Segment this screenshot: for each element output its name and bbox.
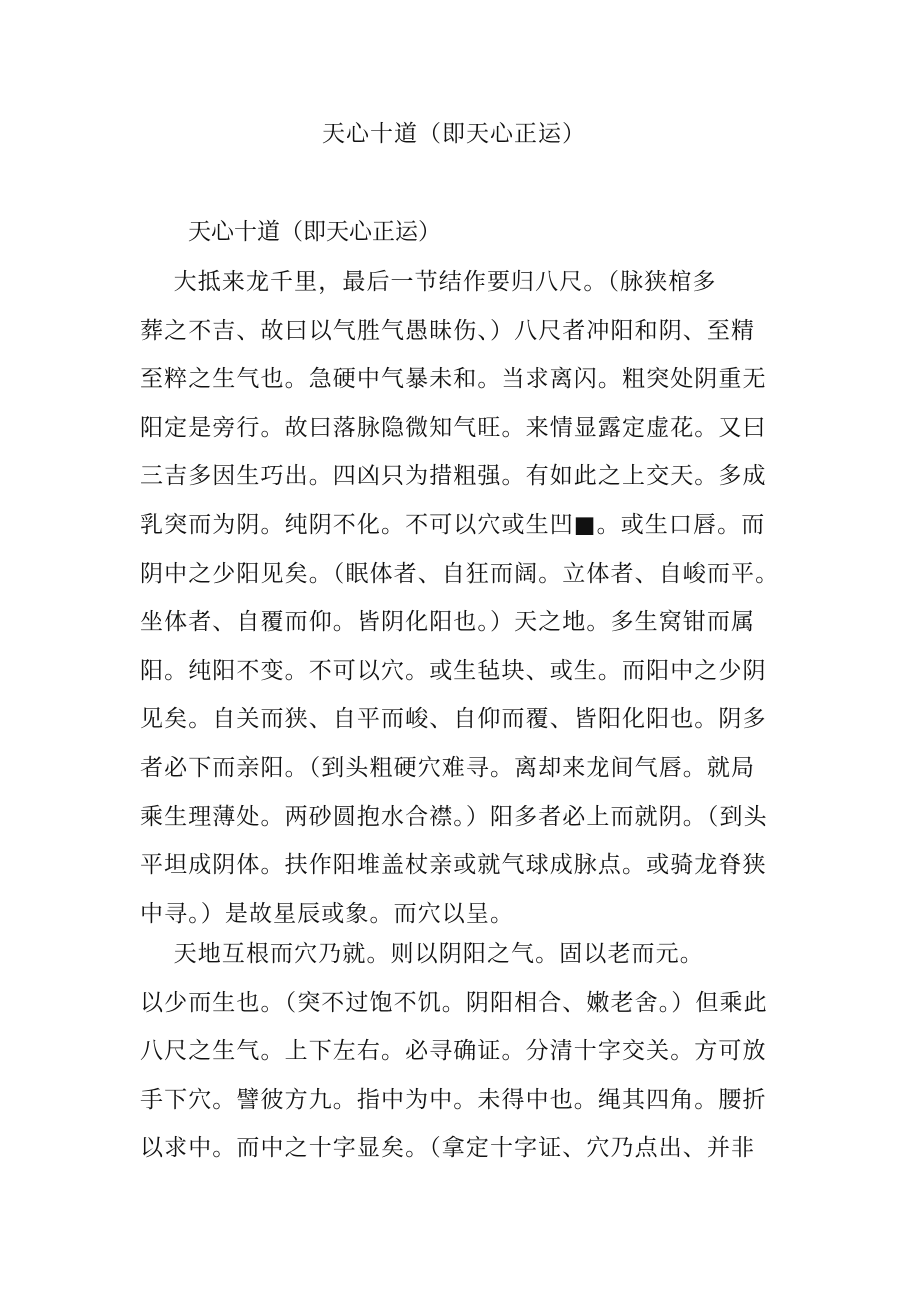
text-line: 以求中。而中之十字显矣。（拿定十字证、穴乃点出、并非 [140,1135,756,1162]
text-line: 天地互根而穴乃就。则以阴阳之气。固以老而元。 [140,941,704,967]
text-line: 大抵来龙千里，最后一节结作要归八尺。（脉狭棺多 [140,269,717,295]
text-line: 阴中之少阳见矣。（眠体者、自狂而阔。立体者、自峻而平。 [140,560,780,587]
text-line: 阳定是旁行。故曰落脉隐微知气旺。来情显露定虚花。又曰 [140,414,767,441]
paragraph-1 [140,258,780,938]
text-line: 三吉多因生巧出。四凶只为措粗强。有如此之上交天。多成 [140,463,767,490]
paragraph-2 [140,930,780,1173]
document-title: 天心十道（即天心正运） [322,121,586,147]
text-line: 平坦成阴体。扶作阳堆盖杖亲或就气球成脉点。或骑龙脊狭 [140,852,767,879]
text-line: 以少而生也。（突不过饱不饥。阴阳相合、嫩老舍。）但乘此 [140,989,768,1016]
text-line: 坐体者、自覆而仰。皆阴化阳也。）天之地。多生窝钳而属 [140,609,756,636]
text-line: 手下穴。譬彼方九。指中为中。未得中也。绳其四角。腰折 [140,1086,767,1113]
text-line: 至粹之生气也。急硬中气暴未和。当求离闪。粗突处阴重无 [140,366,767,393]
text-line: 中寻。）是故星辰或象。而穴以呈。 [140,900,515,927]
text-line: 阳。纯阳不变。不可以穴。或生毡块、或生。而阳中之少阴 [140,657,767,684]
text-line: 葬之不吉、故曰以气胜气愚昧伤、）八尺者冲阳和阴、至精 [140,317,756,344]
text-line: 八尺之生气。上下左右。必寻确证。分清十字交关。方可放 [140,1038,767,1065]
text-line: 乳突而为阴。纯阴不化。不可以穴或生凹■。或生口唇。而 [140,511,766,538]
section-heading: 天心十道（即天心正运） [188,219,441,245]
text-line: 见矣。自关而狭、自平而峻、自仰而覆、皆阳化阳也。阴多 [140,706,767,733]
text-line: 者必下而亲阳。（到头粗硬穴难寻。离却来龙间气唇。就局 [140,754,756,781]
text-line: 乘生理薄处。两砂圆抱水合襟。）阳多者必上而就阴。（到头 [140,803,768,830]
